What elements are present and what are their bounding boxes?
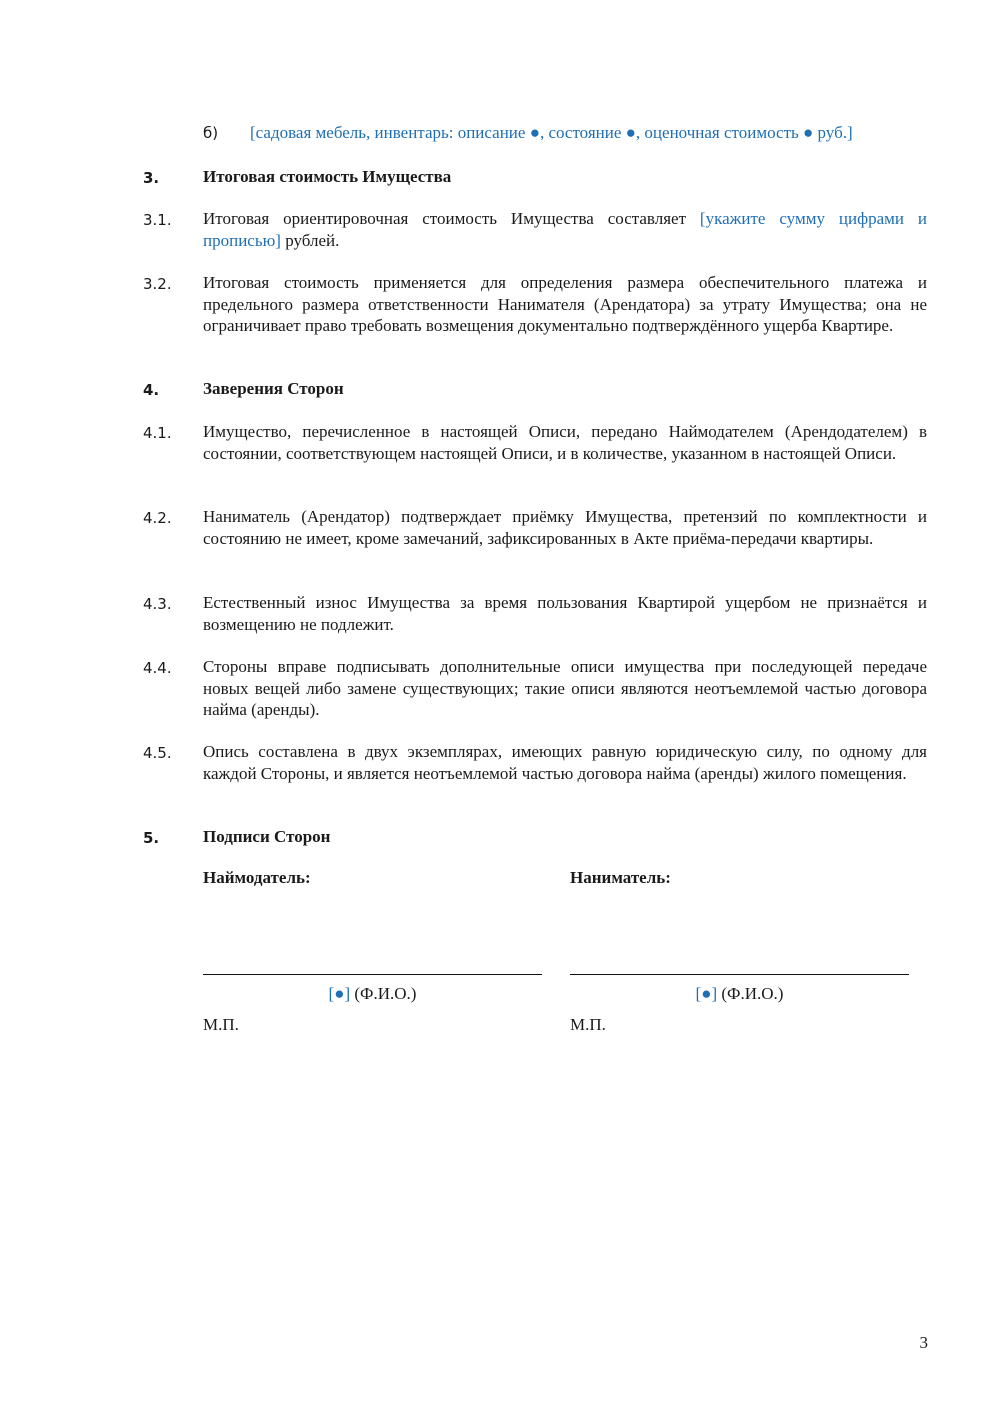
signatory-name (203, 984, 542, 1004)
clause-text: Опись составлена в двух экземплярах, имеющих равную юридическую силу, по одному для каждой Стороны, и является неотъемлемой частью договора найма (аренды) жилого помещения. (203, 742, 927, 783)
name-caption: (Ф.И.О.) (717, 984, 784, 1003)
page-number: 3 (919, 1333, 928, 1352)
amount-placeholder: [укажите сумму цифрами и прописью] (203, 209, 927, 250)
section-number: 5. (143, 829, 160, 847)
clause-number: 4.4. (143, 659, 172, 677)
name-placeholder: [●] (695, 984, 718, 1003)
section-heading: Заверения Сторон (203, 379, 344, 398)
placeholder-text: [садовая мебель, инвентарь: описание ●, состояние ●, оценочная стоимость ● руб.] (250, 123, 853, 142)
clause-number: 4.2. (143, 509, 172, 527)
name-placeholder: [●] (328, 984, 351, 1003)
clause-text (203, 208, 927, 251)
stamp-place: М.П. (570, 1015, 606, 1034)
section-number: 4. (143, 381, 160, 399)
party-label: Наниматель: (570, 868, 671, 887)
section-number: 3. (143, 169, 160, 187)
clause-number: 3.1. (143, 211, 172, 229)
stamp-place: М.П. (203, 1015, 239, 1034)
clause-number: 4.3. (143, 595, 172, 613)
signature-line (203, 974, 542, 975)
clause-number: 3.2. (143, 275, 172, 293)
clause-text: Естественный износ Имущества за время пользования Квартирой ущербом не признаётся и возмещению не подлежит. (203, 593, 927, 634)
clause-text: Стороны вправе подписывать дополнительные описи имущества при последующей передаче новых вещей либо замене существующих; такие описи являются неотъемлемой частью договора найма (аренды). (203, 657, 927, 719)
section-heading: Подписи Сторон (203, 827, 331, 846)
clause-text-part: Итоговая ориентировочная стоимость Имущества составляет (203, 209, 700, 228)
signature-line (570, 974, 909, 975)
signatory-name (570, 984, 909, 1004)
clause-text-part: рублей. (280, 230, 340, 250)
section-heading: Итоговая стоимость Имущества (203, 167, 452, 186)
list-marker: б) (203, 124, 219, 142)
clause-number: 4.1. (143, 424, 172, 442)
party-label: Наймодатель: (203, 868, 311, 887)
clause-number: 4.5. (143, 744, 172, 762)
name-caption: (Ф.И.О.) (350, 984, 417, 1003)
clause-text: Итоговая стоимость применяется для определения размера обеспечительного платежа и предельного размера ответственности Нанимателя (Арендатора) за утрату Имущества; она не ограничивает право требовать возмещения документально подтверждённого ущерба Квартире. (203, 273, 927, 335)
clause-text: Наниматель (Арендатор) подтверждает приёмку Имущества, претензий по комплектности и состоянию не имеет, кроме замечаний, зафиксированных в Акте приёма-передачи квартиры. (203, 507, 927, 548)
clause-text: Имущество, перечисленное в настоящей Описи, передано Наймодателем (Арендодателем) в состоянии, соответствующем настоящей Описи, и в количестве, указанном в настоящей Описи. (203, 422, 927, 463)
